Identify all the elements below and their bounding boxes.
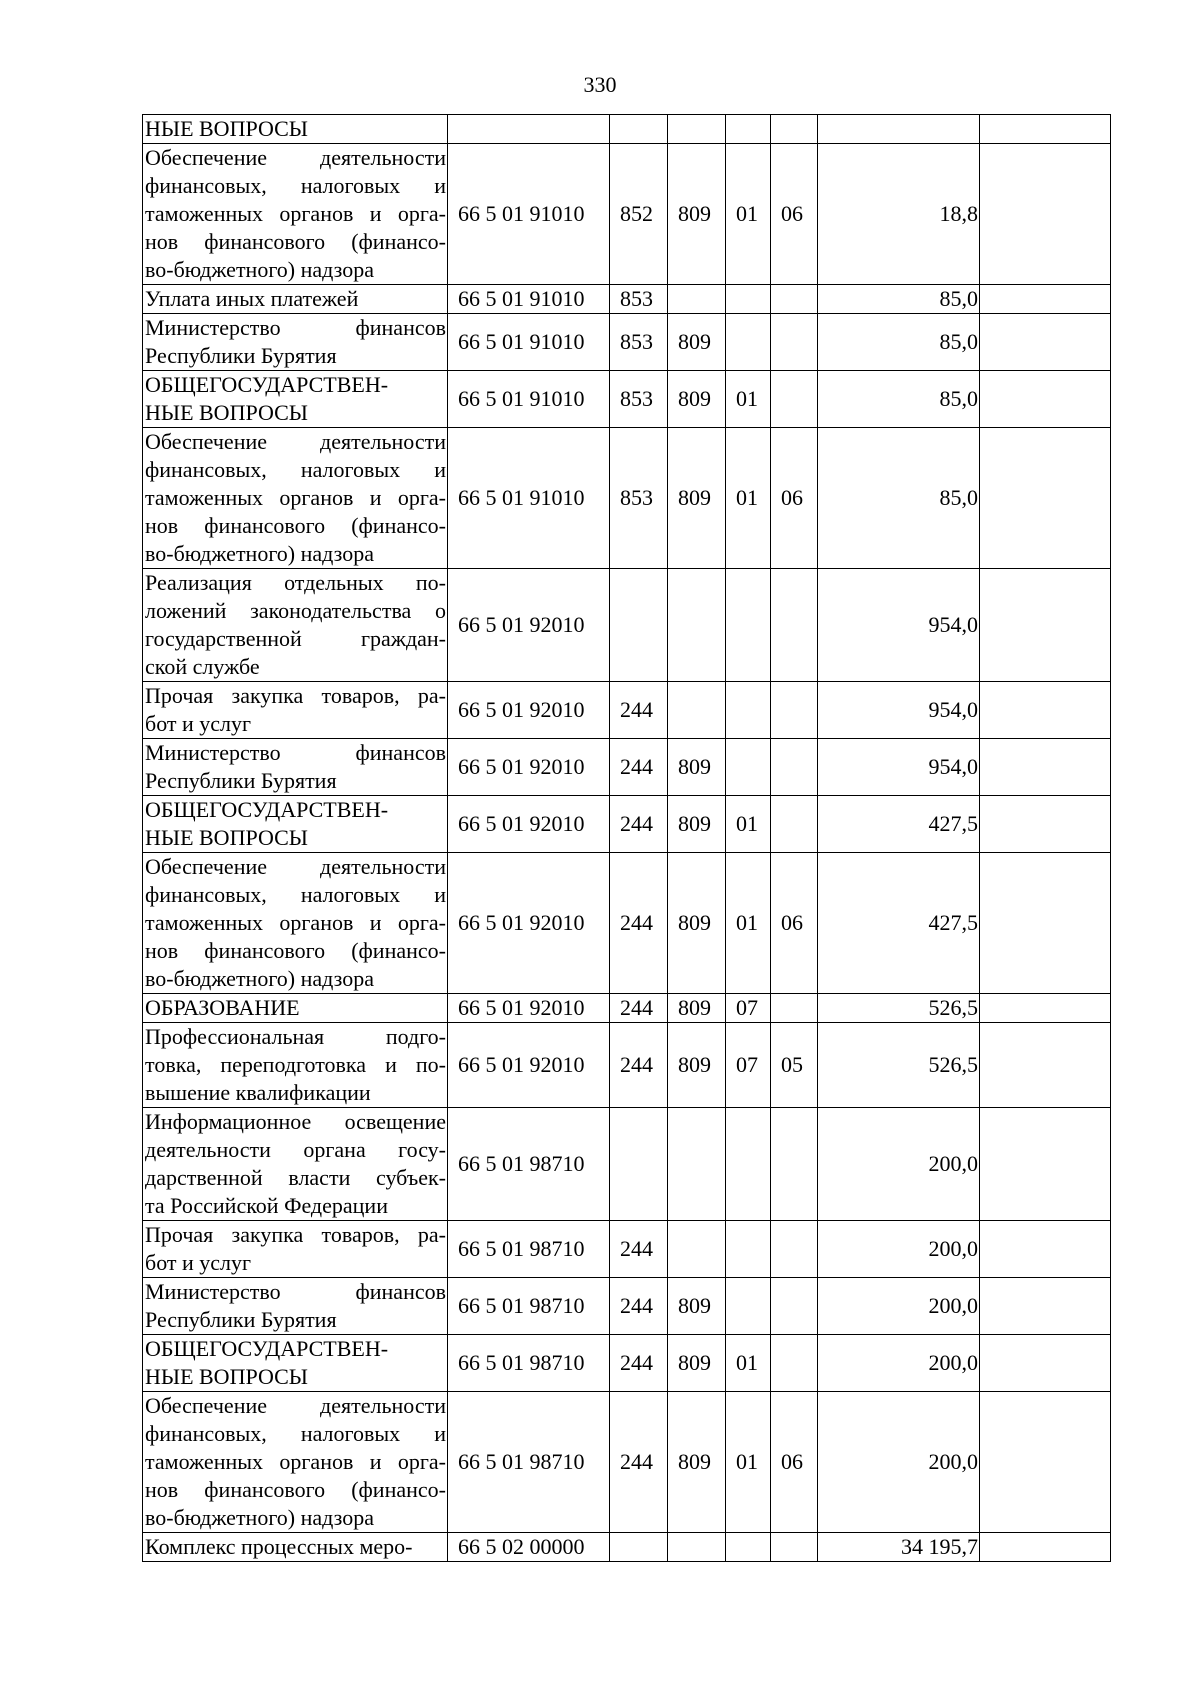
expense-type-cell: 853 xyxy=(610,314,668,371)
item-name-cell xyxy=(143,1278,448,1335)
amount-cell: 85,0 xyxy=(818,285,980,314)
item-name-line: ОБЩЕГОСУДАРСТВЕН- xyxy=(145,797,389,822)
administrator-cell xyxy=(668,285,726,314)
target-article-cell: 66 5 01 92010 xyxy=(448,569,610,682)
item-name-line: Министерство финансов xyxy=(145,740,446,765)
item-name-line: Обеспечение деятельности xyxy=(145,854,446,879)
section-cell: 01 xyxy=(726,853,771,994)
administrator-cell: 809 xyxy=(668,853,726,994)
extra-cell xyxy=(980,994,1111,1023)
amount-cell: 18,8 xyxy=(818,144,980,285)
extra-cell xyxy=(980,1278,1111,1335)
item-name-line: таможенных органов и орга- xyxy=(145,201,446,226)
administrator-cell: 809 xyxy=(668,1278,726,1335)
target-article-cell: 66 5 01 91010 xyxy=(448,371,610,428)
expense-type-cell: 244 xyxy=(610,739,668,796)
item-name-cell xyxy=(143,285,448,314)
item-name-line: НЫЕ ВОПРОСЫ xyxy=(145,1364,308,1389)
item-name-cell xyxy=(143,1533,448,1562)
item-name-line: Республики Бурятия xyxy=(145,768,337,793)
budget-table xyxy=(142,114,1111,1562)
expense-type-cell xyxy=(610,1108,668,1221)
section-cell xyxy=(726,1108,771,1221)
item-name-line: нов финансового (финансо- xyxy=(145,513,446,538)
expense-type-cell: 852 xyxy=(610,144,668,285)
table-body xyxy=(143,115,1111,1562)
item-name-line: ОБЩЕГОСУДАРСТВЕН- xyxy=(145,1336,389,1361)
item-name-line: Профессиональная подго- xyxy=(145,1024,446,1049)
table-row xyxy=(143,285,1111,314)
table-row xyxy=(143,1533,1111,1562)
target-article-cell: 66 5 01 91010 xyxy=(448,144,610,285)
item-name-line: нов финансового (финансо- xyxy=(145,229,446,254)
subsection-cell: 06 xyxy=(771,144,818,285)
target-article-cell: 66 5 01 98710 xyxy=(448,1221,610,1278)
expense-type-cell: 244 xyxy=(610,682,668,739)
table-row xyxy=(143,569,1111,682)
item-name-line: нов финансового (финансо- xyxy=(145,1477,446,1502)
subsection-cell: 06 xyxy=(771,853,818,994)
subsection-cell xyxy=(771,1108,818,1221)
amount-cell: 85,0 xyxy=(818,371,980,428)
target-article-cell: 66 5 01 91010 xyxy=(448,314,610,371)
expense-type-cell: 244 xyxy=(610,796,668,853)
item-name-line: ложений законодательства о xyxy=(145,598,446,623)
subsection-cell: 06 xyxy=(771,428,818,569)
subsection-cell: 06 xyxy=(771,1392,818,1533)
section-cell xyxy=(726,1278,771,1335)
amount-cell: 954,0 xyxy=(818,682,980,739)
table-row xyxy=(143,428,1111,569)
target-article-cell: 66 5 01 98710 xyxy=(448,1335,610,1392)
table-row xyxy=(143,682,1111,739)
item-name-line: деятельности органа госу- xyxy=(145,1137,446,1162)
item-name-line: НЫЕ ВОПРОСЫ xyxy=(145,825,308,850)
extra-cell xyxy=(980,115,1111,144)
subsection-cell: 05 xyxy=(771,1023,818,1108)
table-row xyxy=(143,144,1111,285)
target-article-cell: 66 5 01 98710 xyxy=(448,1108,610,1221)
expense-type-cell: 853 xyxy=(610,285,668,314)
item-name-line: бот и услуг xyxy=(145,711,252,736)
subsection-cell xyxy=(771,115,818,144)
target-article-cell: 66 5 01 92010 xyxy=(448,853,610,994)
table-row xyxy=(143,314,1111,371)
table-row xyxy=(143,1023,1111,1108)
item-name-cell xyxy=(143,1392,448,1533)
extra-cell xyxy=(980,796,1111,853)
extra-cell xyxy=(980,285,1111,314)
section-cell xyxy=(726,1533,771,1562)
item-name-line: таможенных органов и орга- xyxy=(145,485,446,510)
item-name-line: во-бюджетного) надзора xyxy=(145,966,374,991)
subsection-cell xyxy=(771,739,818,796)
expense-type-cell: 853 xyxy=(610,428,668,569)
expense-type-cell: 244 xyxy=(610,853,668,994)
administrator-cell xyxy=(668,115,726,144)
subsection-cell xyxy=(771,682,818,739)
amount-cell: 200,0 xyxy=(818,1335,980,1392)
section-cell: 01 xyxy=(726,1335,771,1392)
item-name-line: Обеспечение деятельности xyxy=(145,145,446,170)
amount-cell: 200,0 xyxy=(818,1108,980,1221)
item-name-cell xyxy=(143,314,448,371)
target-article-cell: 66 5 02 00000 xyxy=(448,1533,610,1562)
expense-type-cell: 244 xyxy=(610,994,668,1023)
item-name-cell xyxy=(143,1108,448,1221)
item-name-line: таможенных органов и орга- xyxy=(145,1449,446,1474)
amount-cell: 85,0 xyxy=(818,314,980,371)
table-row xyxy=(143,853,1111,994)
target-article-cell: 66 5 01 92010 xyxy=(448,994,610,1023)
table-row xyxy=(143,739,1111,796)
section-cell xyxy=(726,285,771,314)
item-name-line: товка, переподготовка и по- xyxy=(145,1052,446,1077)
item-name-cell xyxy=(143,1023,448,1108)
section-cell xyxy=(726,314,771,371)
amount-cell: 954,0 xyxy=(818,569,980,682)
administrator-cell: 809 xyxy=(668,371,726,428)
amount-cell: 200,0 xyxy=(818,1392,980,1533)
target-article-cell: 66 5 01 91010 xyxy=(448,428,610,569)
item-name-line: та Российской Федерации xyxy=(145,1193,388,1218)
expense-type-cell xyxy=(610,115,668,144)
subsection-cell xyxy=(771,1221,818,1278)
item-name-cell xyxy=(143,371,448,428)
extra-cell xyxy=(980,1335,1111,1392)
subsection-cell xyxy=(771,796,818,853)
table-row xyxy=(143,115,1111,144)
item-name-line: Республики Бурятия xyxy=(145,1307,337,1332)
item-name-line: во-бюджетного) надзора xyxy=(145,541,374,566)
item-name-cell xyxy=(143,682,448,739)
section-cell xyxy=(726,115,771,144)
administrator-cell: 809 xyxy=(668,314,726,371)
target-article-cell: 66 5 01 98710 xyxy=(448,1392,610,1533)
section-cell: 01 xyxy=(726,144,771,285)
amount-cell: 200,0 xyxy=(818,1278,980,1335)
extra-cell xyxy=(980,371,1111,428)
item-name-line: во-бюджетного) надзора xyxy=(145,1505,374,1530)
item-name-line: Обеспечение деятельности xyxy=(145,1393,446,1418)
administrator-cell: 809 xyxy=(668,739,726,796)
amount-cell: 526,5 xyxy=(818,994,980,1023)
extra-cell xyxy=(980,428,1111,569)
expense-type-cell xyxy=(610,1533,668,1562)
table-row xyxy=(143,1392,1111,1533)
item-name-line: вышение квалификации xyxy=(145,1080,371,1105)
subsection-cell xyxy=(771,994,818,1023)
section-cell xyxy=(726,739,771,796)
section-cell: 07 xyxy=(726,1023,771,1108)
administrator-cell: 809 xyxy=(668,1335,726,1392)
extra-cell xyxy=(980,739,1111,796)
item-name-cell xyxy=(143,144,448,285)
subsection-cell xyxy=(771,1278,818,1335)
item-name-line: таможенных органов и орга- xyxy=(145,910,446,935)
item-name-line: Обеспечение деятельности xyxy=(145,429,446,454)
item-name-line: ской службе xyxy=(145,654,260,679)
item-name-line: Прочая закупка товаров, ра- xyxy=(145,683,446,708)
administrator-cell: 809 xyxy=(668,1023,726,1108)
amount-cell: 34 195,7 xyxy=(818,1533,980,1562)
item-name-line: Информационное освещение xyxy=(145,1109,446,1134)
table-row xyxy=(143,371,1111,428)
subsection-cell xyxy=(771,569,818,682)
administrator-cell: 809 xyxy=(668,428,726,569)
section-cell xyxy=(726,1221,771,1278)
item-name-line: нов финансового (финансо- xyxy=(145,938,446,963)
item-name-cell xyxy=(143,428,448,569)
item-name-line: финансовых, налоговых и xyxy=(145,1421,446,1446)
item-name-line: НЫЕ ВОПРОСЫ xyxy=(145,400,308,425)
item-name-line: ОБЩЕГОСУДАРСТВЕН- xyxy=(145,372,389,397)
section-cell: 01 xyxy=(726,428,771,569)
table-row xyxy=(143,1221,1111,1278)
item-name-cell xyxy=(143,1221,448,1278)
item-name-line: НЫЕ ВОПРОСЫ xyxy=(145,116,308,141)
target-article-cell: 66 5 01 98710 xyxy=(448,1278,610,1335)
expense-type-cell: 244 xyxy=(610,1335,668,1392)
item-name-line: Министерство финансов xyxy=(145,315,446,340)
expense-type-cell: 244 xyxy=(610,1023,668,1108)
administrator-cell xyxy=(668,1108,726,1221)
item-name-line: во-бюджетного) надзора xyxy=(145,257,374,282)
item-name-line: Уплата иных платежей xyxy=(145,286,359,311)
item-name-line: финансовых, налоговых и xyxy=(145,173,446,198)
extra-cell xyxy=(980,314,1111,371)
administrator-cell xyxy=(668,1533,726,1562)
item-name-line: Министерство финансов xyxy=(145,1279,446,1304)
administrator-cell: 809 xyxy=(668,1392,726,1533)
expense-type-cell: 244 xyxy=(610,1392,668,1533)
target-article-cell: 66 5 01 92010 xyxy=(448,796,610,853)
table-row xyxy=(143,994,1111,1023)
administrator-cell xyxy=(668,569,726,682)
extra-cell xyxy=(980,1221,1111,1278)
subsection-cell xyxy=(771,314,818,371)
administrator-cell xyxy=(668,682,726,739)
item-name-line: ОБРАЗОВАНИЕ xyxy=(145,995,300,1020)
section-cell: 07 xyxy=(726,994,771,1023)
extra-cell xyxy=(980,682,1111,739)
expense-type-cell: 244 xyxy=(610,1278,668,1335)
subsection-cell xyxy=(771,285,818,314)
amount-cell: 200,0 xyxy=(818,1221,980,1278)
item-name-line: Республики Бурятия xyxy=(145,343,337,368)
extra-cell xyxy=(980,1392,1111,1533)
amount-cell: 954,0 xyxy=(818,739,980,796)
target-article-cell: 66 5 01 92010 xyxy=(448,739,610,796)
item-name-line: государственной граждан- xyxy=(145,626,446,651)
administrator-cell: 809 xyxy=(668,994,726,1023)
section-cell xyxy=(726,682,771,739)
target-article-cell: 66 5 01 92010 xyxy=(448,1023,610,1108)
section-cell: 01 xyxy=(726,796,771,853)
subsection-cell xyxy=(771,1335,818,1392)
item-name-cell xyxy=(143,115,448,144)
subsection-cell xyxy=(771,1533,818,1562)
section-cell xyxy=(726,569,771,682)
item-name-line: финансовых, налоговых и xyxy=(145,457,446,482)
target-article-cell: 66 5 01 91010 xyxy=(448,285,610,314)
expense-type-cell: 853 xyxy=(610,371,668,428)
item-name-line: финансовых, налоговых и xyxy=(145,882,446,907)
amount-cell: 427,5 xyxy=(818,796,980,853)
extra-cell xyxy=(980,144,1111,285)
table-row xyxy=(143,1108,1111,1221)
item-name-cell xyxy=(143,1335,448,1392)
item-name-cell xyxy=(143,994,448,1023)
section-cell: 01 xyxy=(726,371,771,428)
amount-cell: 427,5 xyxy=(818,853,980,994)
item-name-cell xyxy=(143,739,448,796)
administrator-cell: 809 xyxy=(668,796,726,853)
extra-cell xyxy=(980,569,1111,682)
item-name-line: Комплекс процессных меро- xyxy=(145,1534,413,1559)
item-name-line: Реализация отдельных по- xyxy=(145,570,446,595)
table-row xyxy=(143,796,1111,853)
amount-cell: 526,5 xyxy=(818,1023,980,1108)
extra-cell xyxy=(980,1023,1111,1108)
table-row xyxy=(143,1335,1111,1392)
administrator-cell: 809 xyxy=(668,144,726,285)
item-name-line: дарственной власти субъек- xyxy=(145,1165,446,1190)
table-row xyxy=(143,1278,1111,1335)
amount-cell xyxy=(818,115,980,144)
item-name-line: Прочая закупка товаров, ра- xyxy=(145,1222,446,1247)
item-name-cell xyxy=(143,569,448,682)
extra-cell xyxy=(980,1108,1111,1221)
page-number: 330 xyxy=(583,72,617,97)
item-name-cell xyxy=(143,853,448,994)
section-cell: 01 xyxy=(726,1392,771,1533)
subsection-cell xyxy=(771,371,818,428)
item-name-cell xyxy=(143,796,448,853)
extra-cell xyxy=(980,1533,1111,1562)
administrator-cell xyxy=(668,1221,726,1278)
target-article-cell xyxy=(448,115,610,144)
expense-type-cell xyxy=(610,569,668,682)
amount-cell: 85,0 xyxy=(818,428,980,569)
target-article-cell: 66 5 01 92010 xyxy=(448,682,610,739)
item-name-line: бот и услуг xyxy=(145,1250,252,1275)
extra-cell xyxy=(980,853,1111,994)
expense-type-cell: 244 xyxy=(610,1221,668,1278)
